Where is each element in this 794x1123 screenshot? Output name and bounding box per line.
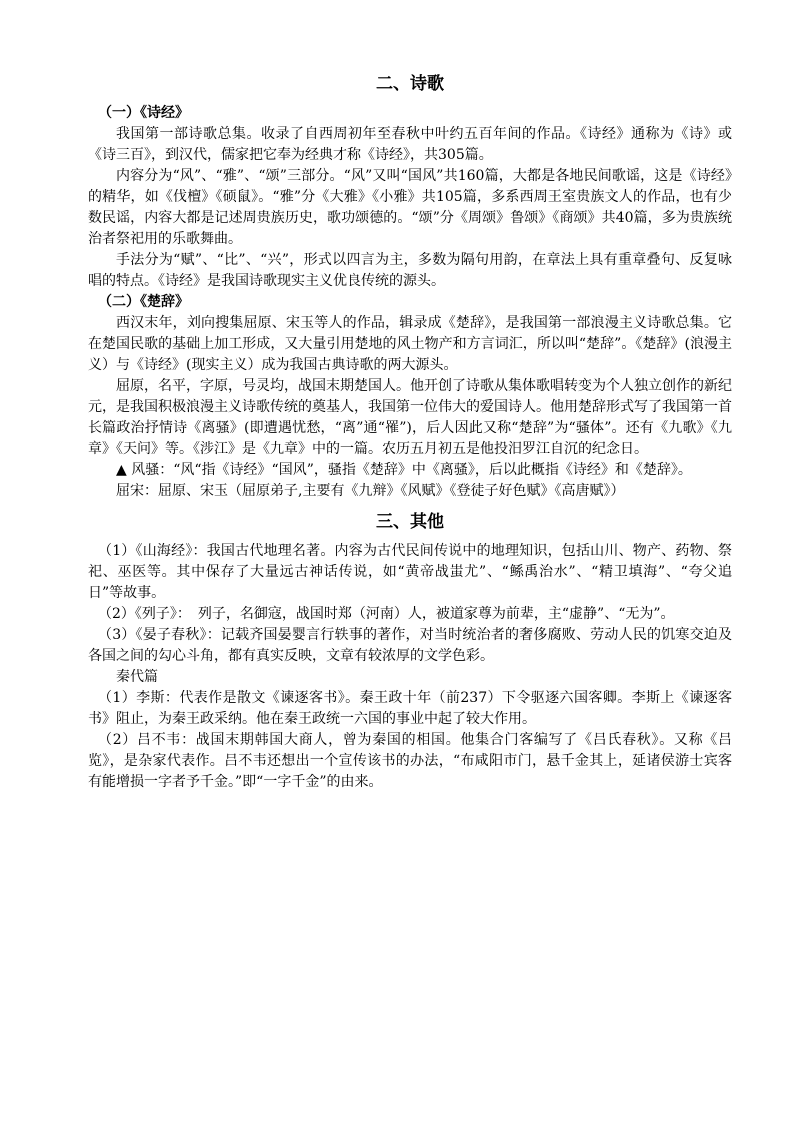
subsection-title-qin: 秦代篇 <box>116 669 158 685</box>
subsection-title-chuci: （二）《楚辞》 <box>98 294 189 310</box>
paragraph-qusong: 屈宋：屈原、宋玉（屈原弟子,主要有《九辩》《风赋》《登徒子好色赋》《高唐赋》） <box>116 483 625 499</box>
paragraph-lubuwei: （2）吕不韦：战国末期韩国大商人，曾为秦国的相国。他集合门客编写了《吕氏春秋》。又称《吕览》，是杂家代表作。吕不韦还想出一个宣传该书的办法，“布咸阳市门，悬千金其上，延诸侯游士宾客有能增损一字者予千金。”即“一字千金”的由来。 <box>88 732 732 790</box>
paragraph-chuci-intro: 西汉末年，刘向搜集屈原、宋玉等人的作品，辑录成《楚辞》，是我国第一部浪漫主义诗歌总集。它在楚国民歌的基础上加工形成，又大量引用楚地的风土物产和方言词汇，所以叫“楚辞”。《楚辞》(浪漫主义）与《诗经》(现实主义）成为我国古典诗歌的两大源头。 <box>88 315 732 373</box>
paragraph-shijing-technique: 手法分为“赋”、“比”、“兴”，形式以四言为主，多数为隔句用韵，在章法上具有重章叠句、反复咏唱的特点。《诗经》是我国诗歌现实主义优良传统的源头。 <box>88 252 732 289</box>
paragraph-quyuan: 屈原，名平，字原，号灵均，战国末期楚国人。他开创了诗歌从集体歌唱转变为个人独立创作的新纪元，是我国积极浪漫主义诗歌传统的奠基人，我国第一位伟大的爱国诗人。他用楚辞形式写了我国第一首长篇政治抒情诗《离骚》(即遭遇忧愁，“离”通“罹”)，后人因此又称“楚辞”为“骚体”。还有《九歌》《九章》《天问》等。《涉江》是《九章》中的一篇。农历五月初五是他投汨罗江自沉的纪念日。 <box>88 378 732 457</box>
paragraph-shanhaijing: （1）《山海经》：我国古代地理名著。内容为古代民间传说中的地理知识，包括山川、物产、药物、祭祀、巫医等。其中保存了大量远古神话传说，如“黄帝战蚩尤”、“鲧禹治水”、“精卫填海”、“夸父追日”等故事。 <box>88 543 732 601</box>
paragraph-liezi: （2）《列子》： 列子，名御寇，战国时郑（河南）人，被道家尊为前辈，主“虚静”、“无为”。 <box>98 606 675 622</box>
paragraph-lisi: （1）李斯：代表作是散文《谏逐客书》。秦王政十年（前237）下令驱逐六国客卿。李斯上《谏逐客书》阻止，为秦王政采纳。他在秦王政统一六国的事业中起了较大作用。 <box>88 690 732 727</box>
paragraph-shijing-intro: 我国第一部诗歌总集。收录了自西周初年至春秋中叶约五百年间的作品。《诗经》通称为《诗》或《诗三百》，到汉代，儒家把它奉为经典才称《诗经》，共305篇。 <box>88 126 732 163</box>
subsection-title-shijing: （一）《诗经》 <box>98 105 189 121</box>
paragraph-shijing-content: 内容分为“风”、“雅”、“颂”三部分。“风”又叫“国风”共160篇，大都是各地民间歌谣，这是《诗经》的精华，如《伐檀》《硕鼠》。“雅”分《大雅》《小雅》共105篇，多系西周王室贵族文人的作品，也有少数民谣，内容大都是记述周贵族历史，歌功颂德的。“颂”分《周颂》鲁颂》《商颂》共40篇，多为贵族统治者祭祀用的乐歌舞曲。 <box>88 168 732 247</box>
document-body <box>88 64 732 793</box>
paragraph-fengsao: ▲ 风骚：“风“指《诗经》“国风”，骚指《楚辞》中《离骚》，后以此概指《诗经》和《楚辞》。 <box>116 462 692 478</box>
section-title-poetry: 二、诗歌 <box>376 74 444 94</box>
paragraph-yanzi: （3）《晏子春秋》：记载齐国晏婴言行轶事的著作，对当时统治者的奢侈腐败、劳动人民的饥寒交迫及各国之间的勾心斗角，都有真实反映，文章有较浓厚的文学色彩。 <box>88 627 732 664</box>
section-title-other: 三、其他 <box>376 512 444 532</box>
